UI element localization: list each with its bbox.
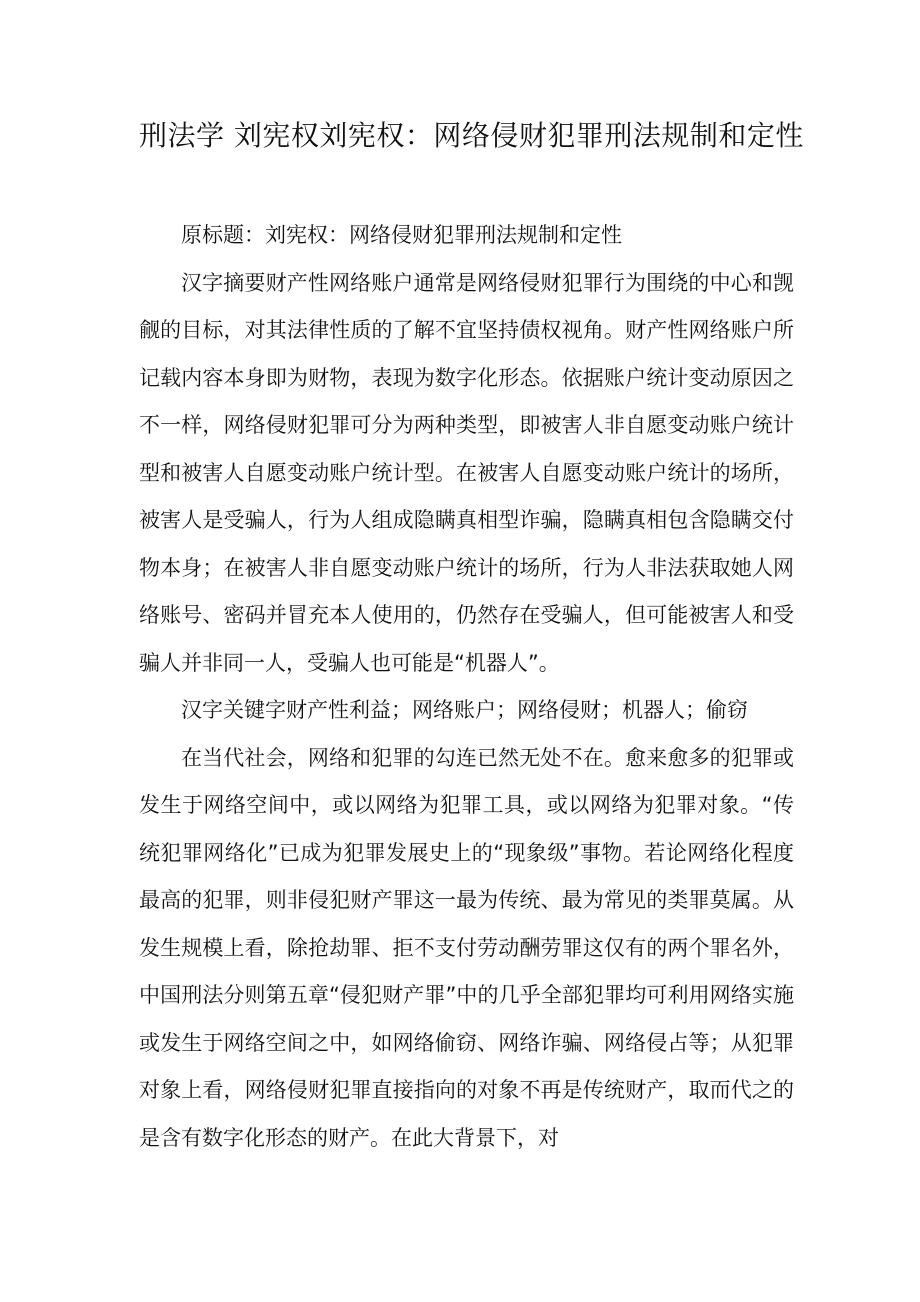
intro-paragraph: 在当代社会，网络和犯罪的勾连已然无处不在。愈来愈多的犯罪或发生于网络空间中，或以网络为犯罪工具，或以网络为犯罪对象。“传统犯罪网络化”已成为犯罪发展史上的“现象级”事物。若论网络化程度最高的犯罪，则非侵犯财产罪这一最为传统、最为常见的类罪莫属。从发生规模上看，除抢劫罪、拒不支付劳动酬劳罪这仅有的两个罪名外，中国刑法分则第五章“侵犯财产罪”中的几乎全部犯罪均可利用网络实施或发生于网络空间之中，如网络偷窃、网络诈骗、网络侵占等；从犯罪对象上看，网络侵财犯罪直接指向的对象不再是传统财产，取而代之的是含有数字化形态的财产。在此大背景下，对 [139, 745, 794, 1150]
document-body [139, 212, 794, 1162]
abstract-paragraph: 汉字摘要财产性网络账户通常是网络侵财犯罪行为围绕的中心和觊觎的目标，对其法律性质的了解不宜坚持债权视角。财产性网络账户所记载内容本身即为财物，表现为数字化形态。依据账户统计变动原因之不一样，网络侵财犯罪可分为两种类型，即被害人非自愿变动账户统计型和被害人自愿变动账户统计型。在被害人自愿变动账户统计的场所，被害人是受骗人，行为人组成隐瞒真相型诈骗，隐瞒真相包含隐瞒交付物本身；在被害人非自愿变动账户统计的场所，行为人非法获取她人网络账号、密码并冒充本人使用的，仍然存在受骗人，但可能被害人和受骗人并非同一人，受骗人也可能是“机器人”。 [139, 270, 794, 675]
document-title: 刑法学 刘宪权刘宪权：网络侵财犯罪刑法规制和定性 [139, 119, 804, 152]
keywords-paragraph: 汉字关键字财产性利益；网络账户；网络侵财；机器人；偷窃 [181, 698, 748, 722]
original-title-paragraph: 原标题：刘宪权：网络侵财犯罪刑法规制和定性 [181, 223, 622, 247]
